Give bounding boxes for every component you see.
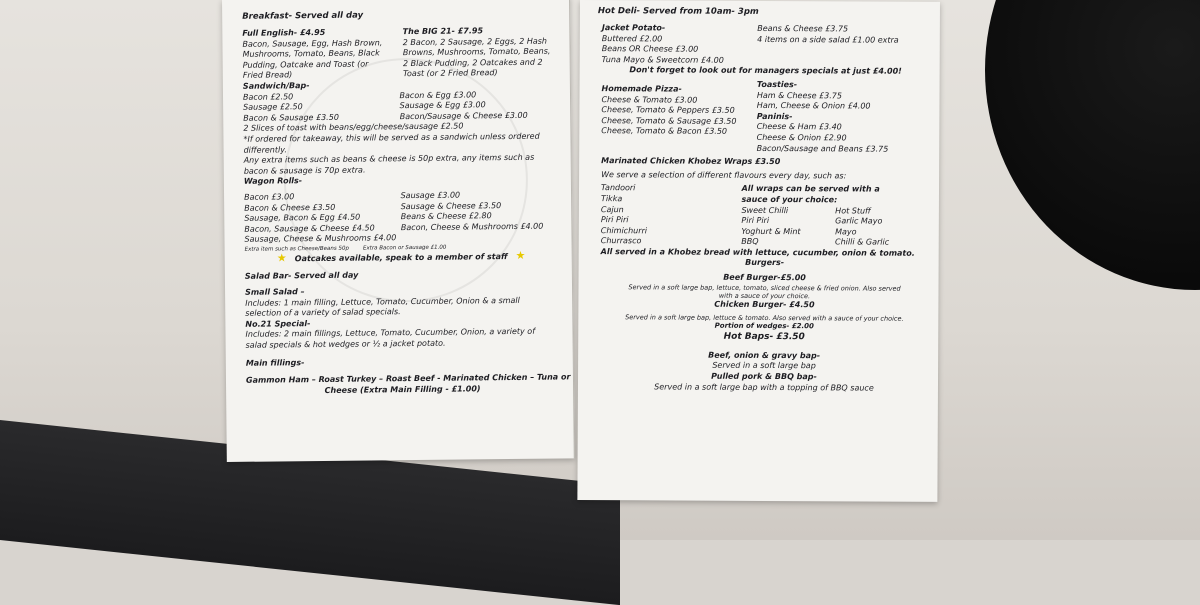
wagon-roll-item: Bacon & Cheese £3.50 xyxy=(244,202,336,213)
wraps-served-note: All served in a Khobez bread with lettuce, cucumber, onion & tomato. xyxy=(600,246,915,258)
full-english-desc-3: Pudding, Oatcake and Toast (or xyxy=(242,59,369,70)
sandwich-item: Sausage & Egg £3.00 xyxy=(399,100,486,111)
fillings-title: Main fillings- xyxy=(245,357,305,368)
jacket-item: Buttered £2.00 xyxy=(601,33,663,44)
sandwich-item: Bacon/Sausage & Cheese £3.00 xyxy=(399,110,528,121)
wagon-roll-item: Sausage & Cheese £3.50 xyxy=(400,200,502,211)
star-icon: ★ xyxy=(276,251,287,265)
sandwich-item: Bacon & Egg £3.00 xyxy=(399,89,477,100)
wagon-extra-left: Extra item such as Cheese/Beans 50p xyxy=(244,245,350,253)
wrap-flavour: Tikka xyxy=(600,194,623,204)
pizza-item: Cheese, Tomato & Peppers £3.50 xyxy=(601,105,735,115)
wagon-extra-right: Extra Bacon or Sausage £1.00 xyxy=(362,244,447,252)
sauce-item: Garlic Mayo xyxy=(835,216,883,226)
sandwich-note: 2 Slices of toast with beans/egg/cheese/sausage £2.50 xyxy=(243,121,464,134)
jacket-item: Beans OR Cheese £3.00 xyxy=(601,44,699,54)
panini-item: Cheese & Onion £2.90 xyxy=(756,132,847,143)
panini-item: Bacon/Sausage and Beans £3.75 xyxy=(756,143,889,154)
jacket-title: Jacket Potato- xyxy=(601,23,666,33)
sauce-item: Hot Stuff xyxy=(835,205,871,216)
toastie-item: Ham, Cheese & Onion £4.00 xyxy=(756,101,871,111)
big-21-desc-2: Browns, Mushrooms, Tomato, Beans, xyxy=(402,46,551,58)
sauce-note: sauce of your choice: xyxy=(741,194,838,205)
special-desc: salad specials & hot wedges or ½ a jacket potato. xyxy=(245,338,446,350)
sauce-item: Sweet Chilli xyxy=(741,205,789,215)
managers-specials-note: Don't forget to look out for managers specials at just £4.00! xyxy=(629,65,902,77)
sandwich-item: Bacon £2.50 xyxy=(242,91,294,102)
big-21-desc-3: 2 Black Pudding, 2 Oatcakes and 2 xyxy=(402,57,543,68)
small-salad-desc: Includes: 1 main filling, Lettuce, Tomato, Cucumber, Onion & a small xyxy=(245,295,520,308)
sandwich-item: Bacon & Sausage £3.50 xyxy=(243,112,339,123)
chicken-burger-title: Chicken Burger- £4.50 xyxy=(714,299,815,309)
wrap-flavour: Piri Piri xyxy=(600,215,629,225)
wagon-roll-item: Sausage, Bacon & Egg £4.50 xyxy=(244,212,361,223)
jacket-item: Beans & Cheese £3.75 xyxy=(757,23,849,34)
sauce-note: All wraps can be served with a xyxy=(741,184,880,194)
sauce-item: Chilli & Garlic xyxy=(835,237,890,247)
wraps-flavours-block xyxy=(601,183,929,248)
full-english-desc-1: Bacon, Sausage, Egg, Hash Brown, xyxy=(242,37,383,49)
beef-burger-desc: Served in a soft large bap, lettuce, tomato, sliced cheese & fried onion. Also served xyxy=(628,282,901,293)
jacket-potato-block xyxy=(602,23,930,67)
sauce-item: Mayo xyxy=(835,227,857,237)
hot-baps-title: Hot Baps- £3.50 xyxy=(723,332,805,343)
full-english-desc-2: Mushrooms, Tomato, Beans, Black xyxy=(242,48,380,59)
wagon-roll-item: Sausage, Cheese & Mushrooms £4.00 xyxy=(244,233,397,245)
breakfast-title: Breakfast- Served all day xyxy=(242,10,364,22)
paninis-title: Paninis- xyxy=(756,111,793,121)
pizza-toastie-block xyxy=(601,79,929,155)
wagon-rolls-title: Wagon Rolls- xyxy=(243,176,303,187)
pizza-item: Cheese, Tomato & Bacon £3.50 xyxy=(601,126,728,137)
wrap-flavour: Tandoori xyxy=(600,183,636,193)
small-salad-desc: selection of a variety of salad specials. xyxy=(245,307,401,319)
beef-burger-title: Beef Burger-£5.00 xyxy=(723,272,806,283)
sauce-item: Piri Piri xyxy=(741,215,770,226)
chicken-burger-desc: Served in a soft large bap, lettuce & tomato. Also served with a sauce of your choice. xyxy=(625,313,904,323)
burgers-title: Burgers- xyxy=(745,258,785,268)
faded-logo-watermark xyxy=(283,57,530,304)
wrap-flavour: Cajun xyxy=(600,204,624,214)
jacket-item: 4 items on a side salad £1.00 extra xyxy=(757,34,899,45)
special-desc: Includes: 2 main fillings, Lettuce, Tomato, Cucumber, Onion, a variety of xyxy=(245,327,536,340)
pizza-item: Cheese, Tomato & Sausage £3.50 xyxy=(601,115,737,126)
star-icon: ★ xyxy=(515,248,526,262)
wraps-title: Marinated Chicken Khobez Wraps £3.50 xyxy=(601,156,781,167)
toasties-title: Toasties- xyxy=(756,79,798,90)
oatcakes-text: Oatcakes available, speak to a member of staff xyxy=(294,251,508,264)
wraps-intro: We serve a selection of different flavours every day, such as: xyxy=(601,169,847,181)
sandwich-item: Sausage £2.50 xyxy=(243,102,303,112)
sauce-item: BBQ xyxy=(741,237,759,247)
menu-page-right xyxy=(577,0,940,502)
wedges-price: Portion of wedges- £2.00 xyxy=(714,321,814,331)
big-21-desc-4: Toast (or 2 Fried Bread) xyxy=(403,68,498,79)
beef-bap-title: Beef, onion & gravy bap- xyxy=(708,350,821,361)
pork-bap-desc: Served in a soft large bap with a topping of BBQ sauce xyxy=(654,382,874,393)
pizza-title: Homemade Pizza- xyxy=(601,84,682,94)
salad-bar-title: Salad Bar- Served all day xyxy=(244,271,359,282)
fillings-list: Cheese (Extra Main Filling - £1.00) xyxy=(324,384,481,395)
wrap-flavour: Churrasco xyxy=(600,236,642,246)
big-21-title: The BIG 21- £7.95 xyxy=(402,26,484,37)
special-title: No.21 Special- xyxy=(245,318,311,329)
sandwich-note: bacon & sausage is 70p extra. xyxy=(243,165,366,176)
fillings-list: Gammon Ham – Roast Turkey – Roast Beef - Marinated Chicken – Tuna or xyxy=(245,372,571,385)
beef-bap-desc: Served in a soft large bap xyxy=(712,361,816,371)
wagon-roll-item: Sausage £3.00 xyxy=(400,190,461,201)
wagon-roll-item: Bacon £3.00 xyxy=(244,192,295,202)
jacket-item: Tuna Mayo & Sweetcorn £4.00 xyxy=(601,54,724,65)
full-english-title: Full English- £4.95 xyxy=(242,27,326,38)
beef-burger-desc: with a sauce of your choice. xyxy=(718,291,811,300)
hot-deli-title: Hot Deli- Served from 10am- 3pm xyxy=(597,6,759,17)
wagon-roll-item: Beans & Cheese £2.80 xyxy=(400,211,492,222)
wrap-flavour: Chimichurri xyxy=(600,225,648,236)
menu-page-left xyxy=(222,0,575,462)
panini-item: Cheese & Ham £3.40 xyxy=(756,122,842,132)
full-english-desc-4: Fried Bread) xyxy=(242,70,293,81)
sauce-item: Yoghurt & Mint xyxy=(741,226,801,236)
sandwich-note: Any extra items such as beans & cheese is 50p extra, any items such as xyxy=(243,152,535,165)
sandwich-title: Sandwich/Bap- xyxy=(242,81,310,91)
big-21-desc-1: 2 Bacon, 2 Sausage, 2 Eggs, 2 Hash xyxy=(402,36,548,47)
sandwich-note: differently. xyxy=(243,144,287,155)
small-salad-title: Small Salad – xyxy=(245,287,305,297)
wagon-roll-item: Bacon, Sausage & Cheese £4.50 xyxy=(244,223,375,234)
wagon-roll-item: Bacon, Cheese & Mushrooms £4.00 xyxy=(400,221,544,232)
sandwich-note: *If ordered for takeaway, this will be served as a sandwich unless ordered xyxy=(243,131,540,144)
toastie-item: Ham & Cheese £3.75 xyxy=(756,90,842,100)
pizza-item: Cheese & Tomato £3.00 xyxy=(601,94,698,105)
pork-bap-title: Pulled pork & BBQ bap- xyxy=(711,371,817,382)
